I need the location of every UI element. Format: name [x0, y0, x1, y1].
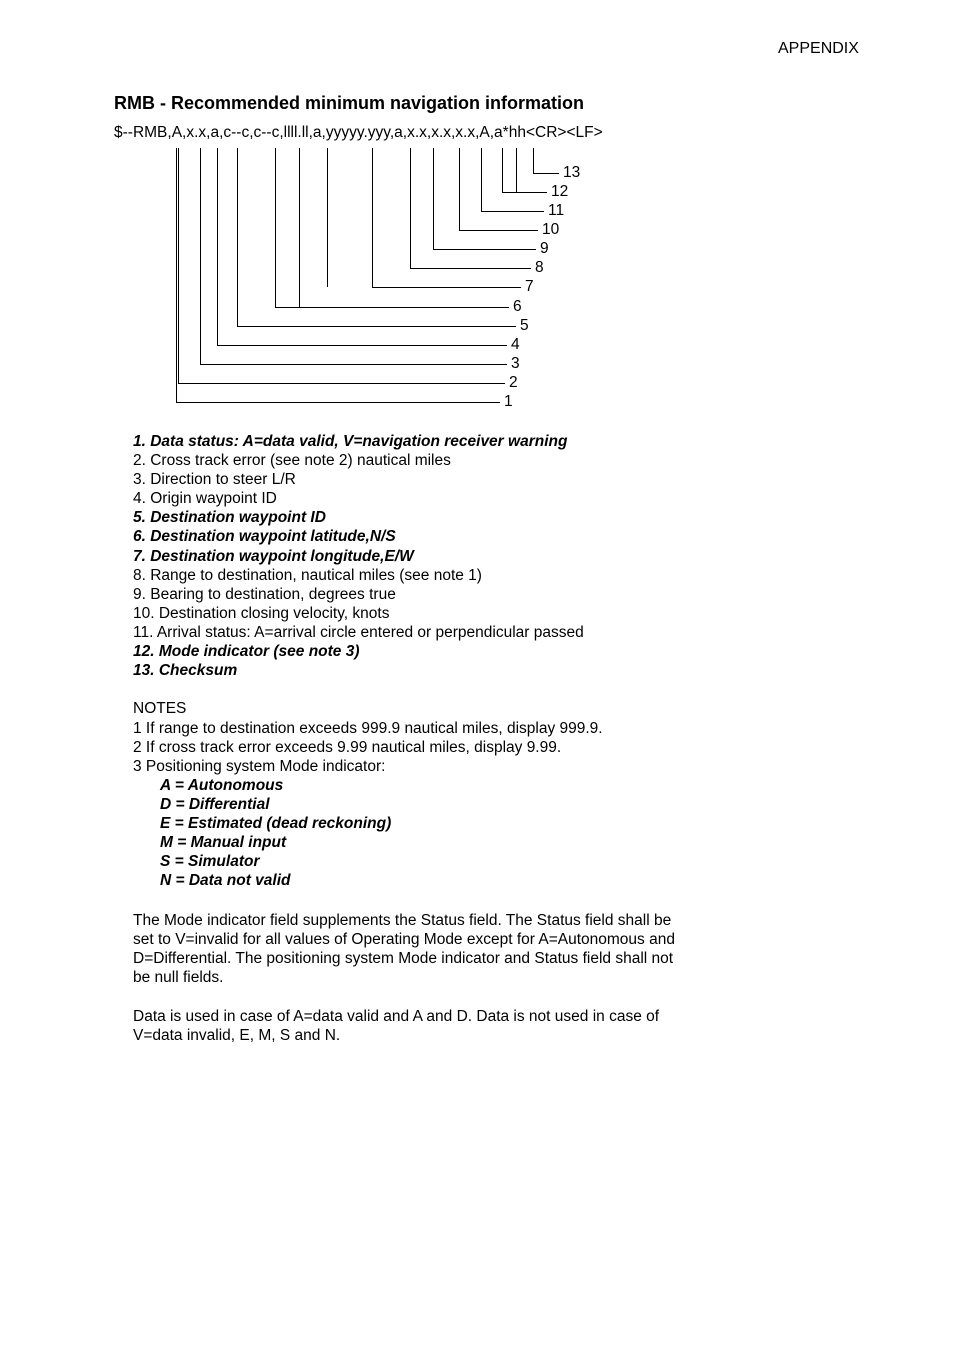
field-list — [133, 432, 584, 680]
diagram-connector-line — [178, 148, 179, 383]
diagram-connector-line — [502, 148, 503, 192]
diagram-connector-line — [217, 345, 507, 346]
diagram-connector-line — [299, 148, 300, 307]
diagram-connector-line — [533, 173, 559, 174]
diagram-connector-line — [176, 402, 500, 403]
diagram-field-number: 1 — [504, 393, 513, 410]
usage-paragraph: Data is used in case of A=data valid and A and D. Data is not used in case of V=data invalid, E, M, S and N. — [133, 1008, 660, 1045]
diagram-field-number: 8 — [535, 259, 544, 276]
diagram-connector-line — [533, 148, 534, 173]
diagram-connector-line — [200, 148, 201, 364]
diagram-field-number: 13 — [563, 164, 581, 181]
diagram-connector-line — [372, 148, 373, 287]
diagram-connector-line — [237, 148, 238, 326]
diagram-field-number: 11 — [548, 202, 565, 219]
diagram-field-number: 3 — [511, 355, 520, 372]
field-item-9: 9. Bearing to destination, degrees true — [133, 585, 396, 603]
note-item-2: 2 If cross track error exceeds 9.99 nautical miles, display 9.99. — [133, 739, 562, 757]
mode-paragraph: The Mode indicator field supplements the Status field. The Status field shall be set to V=invalid for all values of Operating Mode except for A=Autonomous and D=Differential. The positioning system Mode indicator and Status field shall not be null fields. — [133, 912, 675, 987]
sentence-format: $--RMB,A,x.x,a,c--c,c--c,llll.ll,a,yyyyy.yyy,a,x.x,x.x,x.x,A,a*hh<CR><LF> — [114, 124, 603, 141]
field-item-5: 5. Destination waypoint ID — [133, 509, 326, 527]
diagram-connector-line — [237, 326, 516, 327]
diagram-connector-line — [459, 148, 460, 230]
diagram-field-number: 6 — [513, 298, 522, 315]
diagram-connector-line — [372, 287, 521, 288]
appendix-label: APPENDIX — [778, 40, 859, 57]
diagram-field-number: 4 — [511, 336, 520, 353]
notes-list — [133, 719, 603, 776]
diagram-connector-line — [459, 230, 538, 231]
mode-item-m: M = Manual input — [160, 834, 287, 852]
field-item-11: 11. Arrival status: A=arrival circle entered or perpendicular passed — [133, 623, 584, 641]
field-item-7: 7. Destination waypoint longitude,E/W — [133, 547, 414, 565]
mode-item-a: A = Autonomous — [160, 777, 284, 794]
diagram-field-number: 9 — [540, 240, 549, 257]
diagram-field-number: 5 — [520, 317, 529, 334]
field-item-12: 12. Mode indicator (see note 3) — [133, 643, 360, 661]
diagram-connector-line — [481, 148, 482, 211]
diagram-connector-line — [275, 148, 276, 307]
note-item-3: 3 Positioning system Mode indicator: — [133, 758, 386, 776]
diagram-connector-line — [176, 148, 177, 402]
diagram-connector-line — [502, 192, 547, 193]
diagram-connector-line — [178, 383, 505, 384]
diagram-connector-line — [327, 148, 328, 287]
note-item-1: 1 If range to destination exceeds 999.9 nautical miles, display 999.9. — [133, 720, 603, 737]
diagram-connector-line — [410, 268, 531, 269]
field-item-8: 8. Range to destination, nautical miles (see note 1) — [133, 566, 482, 584]
notes-heading: NOTES — [133, 700, 187, 717]
diagram-connector-line — [410, 148, 411, 268]
field-item-2: 2. Cross track error (see note 2) nautical miles — [133, 452, 451, 470]
field-item-6: 6. Destination waypoint latitude,N/S — [133, 528, 396, 546]
diagram-connector-line — [433, 148, 434, 249]
field-item-13: 13. Checksum — [133, 662, 238, 680]
field-diagram — [172, 145, 642, 415]
diagram-connector-line — [200, 364, 507, 365]
mode-item-n: N = Data not valid — [160, 872, 291, 890]
mode-item-d: D = Differential — [160, 796, 270, 814]
diagram-connector-line — [481, 211, 544, 212]
diagram-field-number: 12 — [551, 183, 569, 200]
diagram-connector-line — [217, 148, 218, 345]
mode-item-e: E = Estimated (dead reckoning) — [160, 815, 392, 833]
field-item-3: 3. Direction to steer L/R — [133, 471, 296, 489]
mode-list — [160, 776, 391, 891]
diagram-field-number: 10 — [542, 221, 560, 238]
diagram-field-number: 2 — [509, 374, 518, 391]
field-item-4: 4. Origin waypoint ID — [133, 490, 277, 508]
section-title: RMB - Recommended minimum navigation information — [114, 93, 585, 113]
diagram-connector-line — [516, 148, 517, 192]
diagram-field-number: 7 — [525, 278, 534, 295]
diagram-connector-line — [275, 307, 509, 308]
mode-item-s: S = Simulator — [160, 853, 260, 871]
field-item-1: 1. Data status: A=data valid, V=navigation receiver warning — [133, 433, 568, 450]
field-item-10: 10. Destination closing velocity, knots — [133, 604, 390, 622]
diagram-connector-line — [433, 249, 536, 250]
